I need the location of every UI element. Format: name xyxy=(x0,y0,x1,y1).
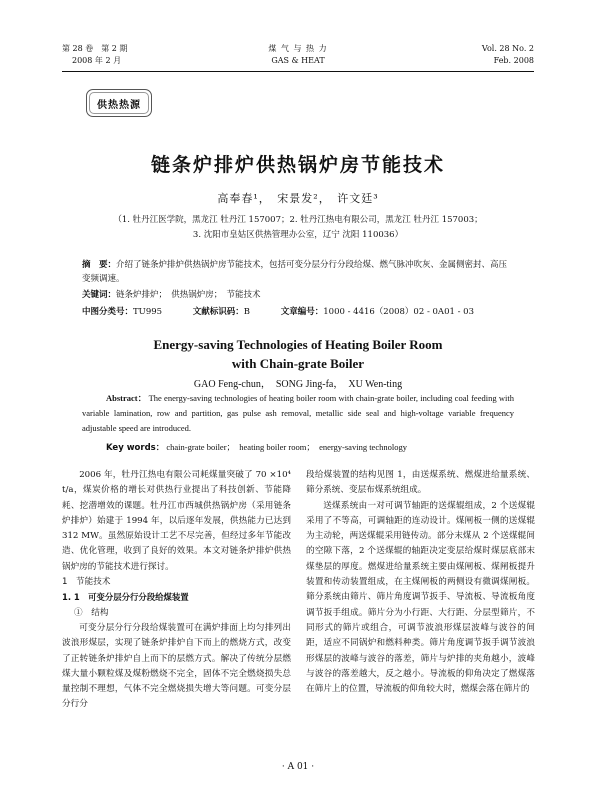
volume-issue: 第 28 卷 第 2 期 xyxy=(62,44,128,53)
affiliation-line-1: （1. 牡丹江医学院，黑龙江 牡丹江 157007；2. 牡丹江热电有限公司，黑龙江 牡丹江 157003； xyxy=(113,215,483,225)
abstract-en-label: Abstract： xyxy=(106,393,147,403)
section-badge: 供热热源 xyxy=(86,89,152,117)
authors-en: GAO Feng-chun， SONG Jing-fa， XU Wen-ting xyxy=(193,379,403,390)
journal-name-cn: 煤 气 与 热 力 xyxy=(268,44,328,53)
keywords-en xyxy=(82,440,514,455)
journal-name-en: GAS & HEAT xyxy=(271,56,325,65)
coal-feed-system-paragraph: 送煤系统由一对可调节轴距的送煤辊组成，2 个送煤辊采用了不等高，可调轴距的连动设计。煤闸板一侧的送煤辊为主动轮，两送煤辊采用链传动。部分末煤从 2 个送煤辊间的空隙下落，2 个送煤辊的轴距决定变层给煤时煤层底部末煤垫层的厚度。燃煤进给量系统主要由煤闸板、煤闸板提升装置和传动装置组成，在主煤闸板的两侧设有微调煤闸板。筛分系统由筛片、筛片角度调节扳手、导流板、导流板角度调节扳手组成。筛片分为小行距、大行距、分层型筛片，不同形式的筛片或组合，可调节波浪形煤层波峰与波谷的间距，适应不同锅炉和燃料种类。筛片角度调节扳手调节波浪形煤层的波峰与波谷的落差，筛片与炉排的夹角越小，波峰与波谷的落差越大，反之越小。导流板的仰角决定了燃煤落在筛片上的位置，导流板的仰角较大时，燃煤会落在筛片的 xyxy=(306,500,535,695)
abstract-en-text: The energy-saving technologies of heating boiler room with chain-grate boiler, including coal feeding with variable lamination, row and partition, gas pulse ash removal, metallic side seal and high-voltage variable frequency adjustable speed are introduced. xyxy=(82,393,514,433)
paper-title-en-line-2: with Chain-grate Boiler xyxy=(231,356,365,371)
intro-paragraph: 2006 年，牡丹江热电有限公司耗煤量突破了 70 ×10⁴ t/a，煤炭价格的增长对供热行业提出了科技创新、节能降耗、挖潜增效的课题。牡丹江市西城供热锅炉房（采用链条炉排炉）始建于 1994 年，以后逐年发展，供热能力已达到 312 MW。虽然原始设计工艺不尽完善，但经过多年节能改造、优化管理，收到了良好的效果。本文对链条炉排炉供热锅炉房的节能技术进行探讨。 xyxy=(62,470,291,572)
page-number: · A 01 · xyxy=(281,762,315,772)
paper-title-en-line-1: Energy-saving Technologies of Heating Boiler Room xyxy=(153,337,443,352)
section-heading-1: 1 节能技术 xyxy=(62,577,111,588)
body-column-right xyxy=(306,468,535,697)
keywords-en-label: Key words： xyxy=(106,443,165,453)
structure-paragraph: 可变分层分行分段给煤装置可在满炉排面上均匀排列出波浪形煤层，实现了链条炉排炉自下而上的燃烧方式，改变了正转链条炉排炉自上而下的层燃方式。解决了传统分层燃煤大量小颗粒煤及煤粉燃烧不完全，固体不完全燃烧损失总量控制不理想，气体不完全燃烧损失增大等问题。可变分层分行分 xyxy=(62,622,291,710)
abstract-cn xyxy=(82,258,514,286)
section-heading-1-1: 1. 1 可变分层分行分段给煤装置 xyxy=(62,592,189,603)
subsection-structure: ① 结构 xyxy=(74,607,109,618)
affiliation-line-2: 3. 沈阳市皇姑区供热管理办公室，辽宁 沈阳 110036） xyxy=(192,230,404,240)
authors-cn: 高奉春¹， 宋景发²， 许文廷³ xyxy=(217,192,379,205)
doc-code-value: B xyxy=(243,307,251,317)
continued-paragraph: 段给煤装置的结构见图 1，由送煤系统、燃煤进给量系统、筛分系统、变层布煤系统组成。 xyxy=(306,470,535,496)
keywords-en-text: chain-grate boiler； heating boiler room； energy-saving technology xyxy=(166,442,407,452)
abstract-cn-text: 介绍了链条炉排炉供热锅炉房节能技术，包括可变分层分行分段给煤、燃气脉冲吹灰、金属侧密封、高压变频调速。 xyxy=(82,260,508,284)
keywords-cn-text: 链条炉排炉； 供热锅炉房； 节能技术 xyxy=(116,290,261,300)
clc-label: 中图分类号： xyxy=(82,307,134,317)
keywords-cn xyxy=(82,288,514,302)
publication-date-en: Feb. 2008 xyxy=(493,56,534,65)
classification-line xyxy=(82,305,514,319)
paper-title-cn: 链条炉排炉供热锅炉房节能技术 xyxy=(150,154,445,176)
journal-volume-info-en xyxy=(482,43,534,67)
keywords-cn-label: 关键词： xyxy=(82,290,117,300)
abstract-cn-label: 摘 要： xyxy=(82,260,117,270)
article-number-value: 1000 - 4416（2008）02 - 0A01 - 03 xyxy=(323,307,474,317)
paper-title-en xyxy=(0,335,596,373)
header-rule xyxy=(62,71,534,72)
clc-value: TU995 xyxy=(133,307,163,317)
abstract-en xyxy=(82,391,514,436)
doc-code-label: 文献标识码： xyxy=(192,307,244,317)
publication-date-cn: 2008 年 2 月 xyxy=(72,56,122,65)
body-column-left xyxy=(62,468,291,713)
article-number-label: 文章编号： xyxy=(280,307,324,317)
volume-issue-en: Vol. 28 No. 2 xyxy=(481,44,534,53)
